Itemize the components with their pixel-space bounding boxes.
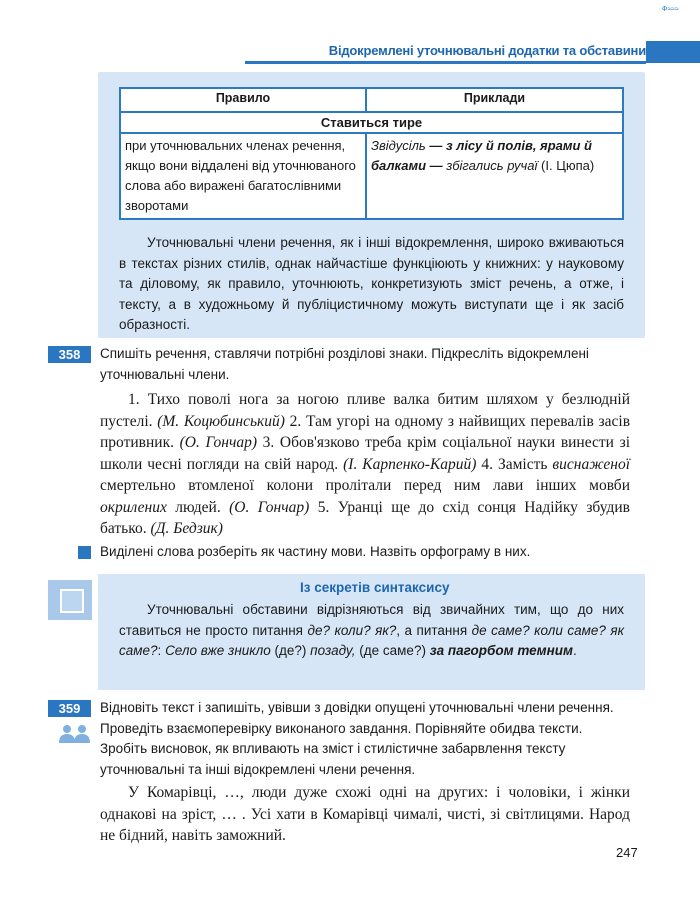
task-number-358: 358: [48, 346, 91, 363]
task-359-text-body: У Комарівці, …, люди дуже схожі одні на других: і чоловіки, і жінки однакові на зріст, … . Усі хати в Комарівці чималі, чисті, зі світлицями. Народ не бідний, навіть заможний.: [100, 784, 630, 844]
secret-q1: де? коли? як?: [307, 622, 397, 638]
sentence-4a: 4. Замість: [481, 455, 548, 473]
secret-ex3: позаду,: [310, 643, 356, 658]
secret-title: Із секретів синтаксису: [300, 580, 450, 595]
task-358-sentences: [100, 389, 630, 540]
note-icon: [48, 580, 92, 620]
examples-column-header: Приклади: [366, 88, 623, 112]
author-2: (О. Гончар): [179, 434, 257, 451]
task-359-text: [100, 782, 630, 847]
rule-subheading: Ставиться тире: [120, 112, 623, 133]
section-title: Відокремлені уточнювальні додатки та обставини: [328, 43, 646, 58]
task-359-instruction: Відновіть текст і запишіть, увівши з довідки опущені уточнювальні члени речення. Проведіть взаємоперевірку виконаного завдання. Порівняйте обидва тексти. Зробіть висновок, як впливають на зміст і стилістичне забарвлення тексту уточнювальні та інші відокремлені члени речення.: [100, 700, 614, 777]
sentence-3: 3. Обов'язково треба крім соціальної науки винести зі школи чесні погляди на свій народ.: [100, 434, 631, 473]
rule-text: при уточнювальних членах речення, якщо вони віддалені від уточнюваного слова або виражені багатослівними зворотами: [120, 133, 366, 219]
sentence-1: 1. Тихо поволі нога за ногою пливе валка битим шляхом у безлюдній пустелі.: [100, 391, 630, 430]
secret-ex2: (де?): [274, 643, 307, 658]
secret-ex4: (де саме?): [359, 643, 426, 658]
task-358-extra: Виділені слова розберіть як частину мови. Назвіть орфограму в них.: [100, 544, 531, 559]
example-start: Звідусіль: [371, 138, 426, 153]
author-1: (М. Коцюбинський): [157, 412, 285, 430]
highlight-word-1: виснаженої: [552, 455, 631, 473]
example-bold: — з лісу й полів, ярами й балками —: [371, 138, 592, 173]
rule-example: [366, 133, 623, 219]
example-end: збігались ручаї: [446, 158, 538, 173]
task-358-instruction: Спишіть речення, ставлячи потрібні розділові знаки. Підкресліть відокремлені уточнювальні члени.: [100, 346, 589, 382]
sentence-5: 5. Уранці ще до схід сонця Надійку збудив батько.: [100, 498, 631, 537]
author-3: (І. Карпенко-Карий): [343, 455, 477, 473]
sentence-4c: людей.: [175, 498, 221, 516]
secret-t1: Уточнювальні обставини відрізняються від звичайних тим, що до них ставиться не просто питання: [119, 602, 624, 638]
pair-work-icon: [57, 724, 93, 744]
sentence-2: 2. Там угорі на одному з найвищих перевалів засів противник.: [100, 412, 631, 451]
author-5: (Д. Бедзик): [150, 520, 223, 537]
page-number: 247: [616, 845, 638, 860]
task-number-359: 359: [48, 700, 91, 717]
secret-ex6: .: [573, 643, 577, 658]
secret-text: [119, 600, 624, 662]
sentence-4b: смертельно втомленої колони пролітали перед ним лави інших мовби: [100, 477, 630, 494]
example-author: (І. Цюпа): [541, 158, 595, 173]
panel-paragraph: [119, 233, 624, 336]
publisher-logo: Ф≈≈≈: [662, 6, 679, 13]
square-bullet-icon: [78, 546, 91, 559]
section-header: [245, 41, 646, 64]
header-accent-block: [646, 41, 700, 63]
author-4: (О. Гончар): [229, 498, 310, 516]
panel-paragraph-text: Уточнювальні члени речення, як і інші відокремлення, широко вживаються в текстах різних стилів, однак найчастіше функціюють у книжних: у науковому та діловому, як правило, уточнюють, конкретизують зміст речень, а отже, і тексту, а в художньому й публіцистичному можуть виступати ще і як засіб образності.: [119, 235, 624, 332]
rule-table: [119, 87, 624, 220]
secret-t2: , а питання: [396, 622, 468, 638]
secret-q2: де саме? коли саме? як саме?: [119, 622, 624, 658]
secret-ex5: за пагорбом темним: [429, 643, 574, 658]
highlight-word-2: окрилених: [100, 498, 167, 516]
rule-column-header: Правило: [120, 88, 366, 112]
secret-ex1: Село вже зникло: [165, 643, 271, 658]
secret-t3: :: [157, 643, 162, 658]
